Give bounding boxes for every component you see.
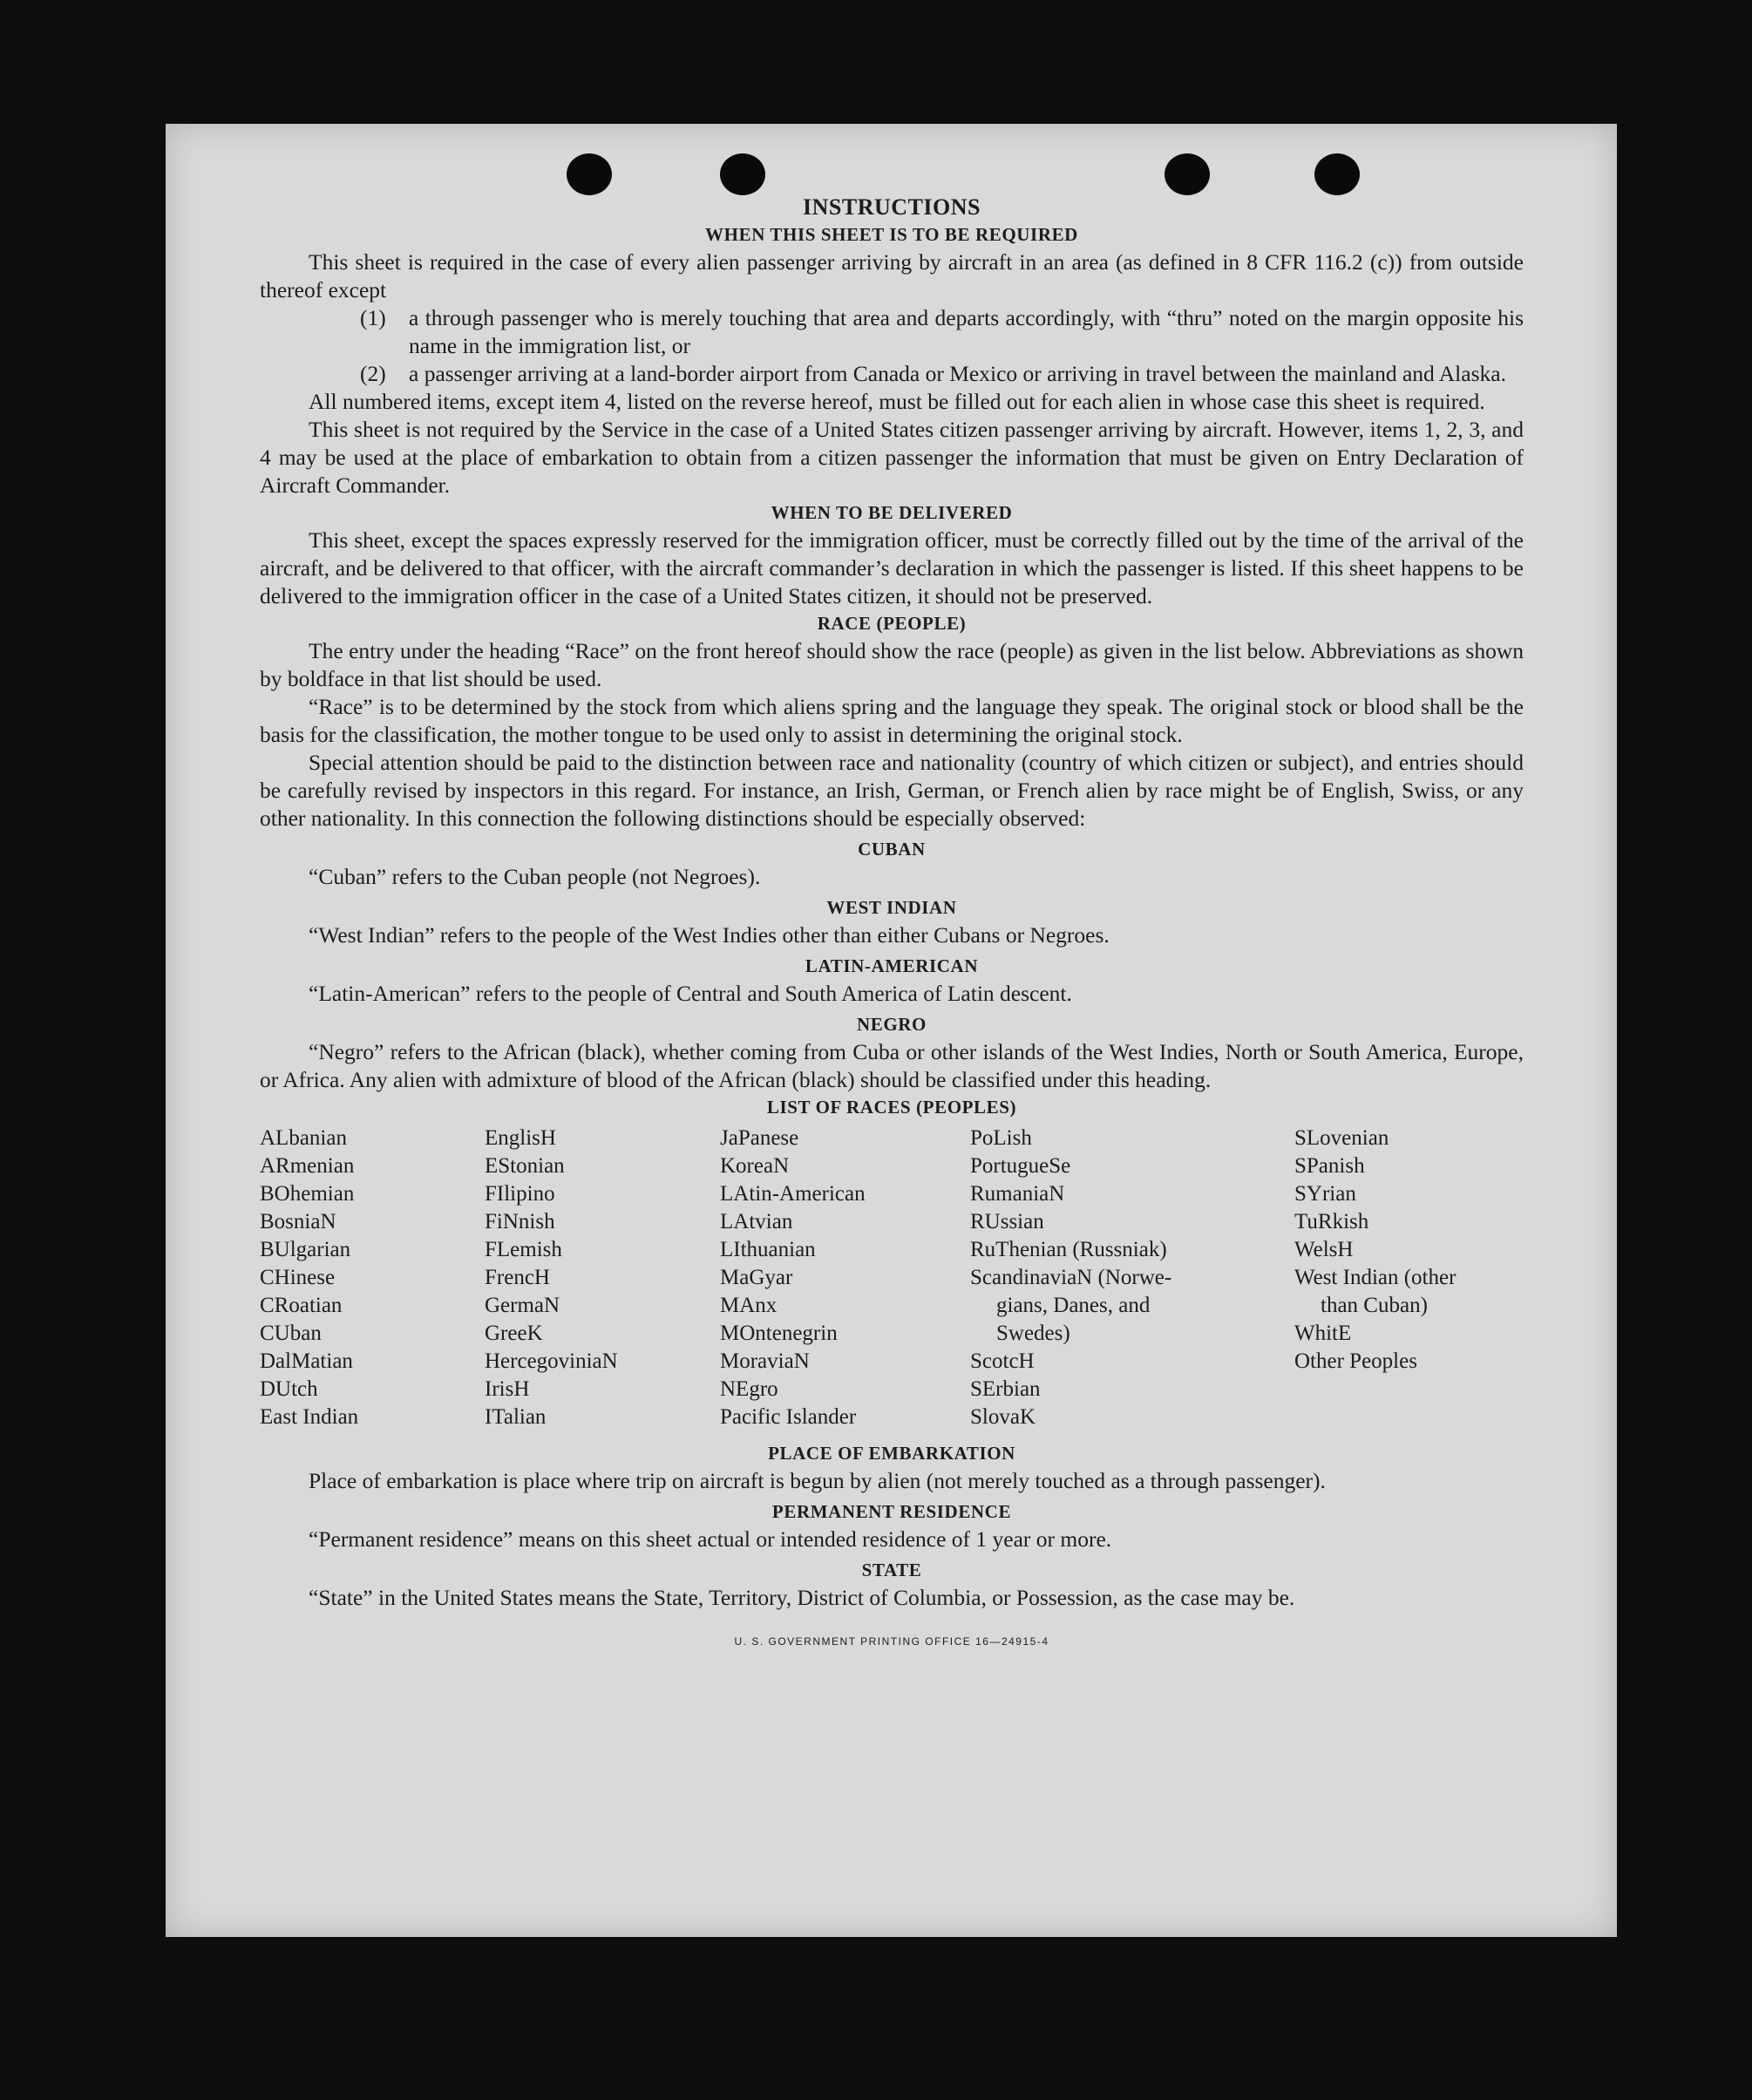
punch-hole	[1314, 153, 1360, 195]
race-item: IrisH	[485, 1377, 530, 1401]
section-heading: NEGRO	[856, 1014, 927, 1035]
race-item: West Indian (other	[1294, 1266, 1457, 1289]
race-item: TuRkish	[1294, 1210, 1369, 1233]
race-item: ScandinaviaN (Norwe-	[970, 1266, 1172, 1289]
race-item: FIlipino	[485, 1182, 555, 1206]
race-item: PortugueSe	[970, 1154, 1071, 1178]
race-item: Pacific Islander	[720, 1405, 857, 1429]
page-title: INSTRUCTIONS	[803, 194, 981, 220]
section-heading: RACE (PEOPLE)	[817, 613, 967, 634]
race-item: MaGyar	[720, 1266, 793, 1289]
race-item: LAtin-American	[720, 1182, 866, 1206]
race-item: KoreaN	[720, 1154, 790, 1178]
race-item: gians, Danes, and	[996, 1294, 1151, 1317]
section-heading: WEST INDIAN	[826, 897, 957, 918]
list-item	[360, 360, 1524, 388]
race-item: FiNnish	[485, 1210, 555, 1233]
race-item: LAtvian	[720, 1210, 793, 1233]
punch-hole	[1165, 153, 1210, 195]
race-item: SErbian	[970, 1377, 1041, 1401]
race-item: BUlgarian	[260, 1238, 351, 1261]
race-item: NEgro	[720, 1377, 778, 1401]
section-heading: PERMANENT RESIDENCE	[771, 1501, 1012, 1522]
race-item: than Cuban)	[1321, 1294, 1428, 1317]
item-text: a through passenger who is merely touching that area and departs accordingly, with “thru” noted on the margin opposite his name in the immigration list, or	[409, 305, 1524, 358]
race-item: PoLish	[970, 1126, 1032, 1150]
race-item: BosniaN	[260, 1210, 336, 1233]
race-item: DalMatian	[260, 1349, 353, 1373]
printer-imprint: U. S. GOVERNMENT PRINTING OFFICE 16—24915-4	[734, 1635, 1049, 1648]
race-item: Other Peoples	[1294, 1349, 1417, 1373]
race-item: GreeK	[485, 1322, 543, 1345]
item-number: (1)	[360, 305, 386, 330]
paragraph: This sheet is required in the case of every alien passenger arriving by aircraft in an area (as defined in 8 CFR 116.2 (c)) from outside thereof except	[260, 249, 1524, 302]
list-item	[360, 304, 1524, 360]
race-item: FLemish	[485, 1238, 562, 1261]
race-item: SYrian	[1294, 1182, 1356, 1206]
paragraph: “Permanent residence” means on this sheet actual or intended residence of 1 year or more.	[309, 1526, 1112, 1552]
instructions-content	[260, 194, 1524, 1655]
race-item: DUtch	[260, 1377, 318, 1401]
race-item: RuThenian (Russniak)	[970, 1238, 1167, 1261]
paragraph: “West Indian” refers to the people of the West Indies other than either Cubans or Negroes.	[309, 922, 1110, 948]
punch-hole	[567, 153, 612, 195]
paragraph: This sheet is not required by the Service in the case of a United States citizen passenger arriving by aircraft. However, items 1, 2, 3, and 4 may be used at the place of embarkation to obtain from a citizen passenger the information that must be given on Entry Declaration of Aircraft Commander.	[260, 417, 1524, 498]
race-item: MAnx	[720, 1294, 778, 1317]
race-column	[970, 1125, 1294, 1431]
paragraph: “Cuban” refers to the Cuban people (not Negroes).	[309, 864, 761, 889]
section-heading: PLACE OF EMBARKATION	[768, 1443, 1015, 1464]
race-item: FrencH	[485, 1266, 550, 1289]
item-text: a passenger arriving at a land-border airport from Canada or Mexico or arriving in travel between the mainland and Alaska.	[409, 361, 1506, 386]
race-item: CHinese	[260, 1266, 336, 1289]
race-item: Swedes)	[996, 1322, 1070, 1345]
race-item: EStonian	[485, 1154, 565, 1178]
race-item: ARmenian	[260, 1154, 355, 1178]
race-item: GermaN	[485, 1294, 560, 1317]
race-item: East Indian	[260, 1405, 359, 1429]
paragraph: “Latin-American” refers to the people of Central and South America of Latin descent.	[309, 981, 1072, 1006]
race-column	[260, 1125, 485, 1431]
race-item: ALbanian	[260, 1126, 347, 1150]
section-heading: LIST OF RACES (PEOPLES)	[766, 1097, 1017, 1118]
section-heading: LATIN-AMERICAN	[805, 955, 979, 976]
race-item: BOhemian	[260, 1182, 355, 1206]
race-item: EnglisH	[485, 1126, 556, 1150]
race-item: WhitE	[1294, 1322, 1352, 1345]
race-column	[1294, 1125, 1524, 1431]
paragraph: “Negro” refers to the African (black), whether coming from Cuba or other islands of the West Indies, North or South America, Europe, or Africa. Any alien with admixture of blood of the African (black) should be classified under this heading.	[260, 1039, 1524, 1092]
race-item: CUban	[260, 1322, 322, 1345]
race-item: MoraviaN	[720, 1349, 810, 1373]
race-item: HercegoviniaN	[485, 1349, 618, 1373]
race-item: ITalian	[485, 1405, 547, 1429]
paragraph: This sheet, except the spaces expressly reserved for the immigration officer, must be correctly filled out by the time of the arrival of the aircraft, and be delivered to that officer, with the aircraft commander’s declaration in which the passenger is listed. If this sheet happens to be delivered to the immigration officer in the case of a United States citizen, it should not be preserved.	[260, 527, 1524, 608]
race-item: RUssian	[970, 1210, 1044, 1233]
punch-hole	[720, 153, 765, 195]
race-item: SLovenian	[1294, 1126, 1389, 1150]
race-list	[260, 1125, 1524, 1431]
section-heading: WHEN THIS SHEET IS TO BE REQUIRED	[705, 224, 1078, 245]
race-column	[720, 1125, 970, 1431]
paragraph: Place of embarkation is place where trip on aircraft is begun by alien (not merely touched as a through passenger).	[309, 1468, 1326, 1493]
item-number: (2)	[360, 361, 386, 386]
paragraph: The entry under the heading “Race” on the front hereof should show the race (people) as given in the list below. Abbreviations as shown by boldface in that list should be used.	[260, 638, 1524, 691]
race-item: LIthuanian	[720, 1238, 816, 1261]
race-item: WelsH	[1294, 1238, 1354, 1261]
document-sheet	[166, 124, 1617, 1937]
race-item: MOntenegrin	[720, 1322, 838, 1345]
paragraph: “Race” is to be determined by the stock from which aliens spring and the language they speak. The original stock or blood shall be the basis for the classification, the mother tongue to be used only to assist in determining the original stock.	[260, 694, 1524, 747]
section-heading: CUBAN	[858, 839, 926, 860]
race-item: ScotcH	[970, 1349, 1035, 1373]
race-item: CRoatian	[260, 1294, 343, 1317]
paragraph: All numbered items, except item 4, listed on the reverse hereof, must be filled out for each alien in whose case this sheet is required.	[309, 389, 1485, 414]
race-item: SPanish	[1294, 1154, 1365, 1178]
race-item: JaPanese	[720, 1126, 799, 1150]
paragraph: Special attention should be paid to the distinction between race and nationality (country of which citizen or subject), and entries should be carefully revised by inspectors in this regard. For instance, an Irish, German, or French alien by race might be of English, Swiss, or any other nationality. In this connection the following distinctions should be especially observed:	[260, 750, 1524, 831]
race-item: SlovaK	[970, 1405, 1036, 1429]
paragraph: “State” in the United States means the State, Territory, District of Columbia, or Possession, as the case may be.	[309, 1585, 1295, 1610]
section-heading: WHEN TO BE DELIVERED	[771, 502, 1013, 523]
section-heading: STATE	[861, 1560, 922, 1580]
race-item: RumaniaN	[970, 1182, 1065, 1206]
race-column	[485, 1125, 720, 1431]
